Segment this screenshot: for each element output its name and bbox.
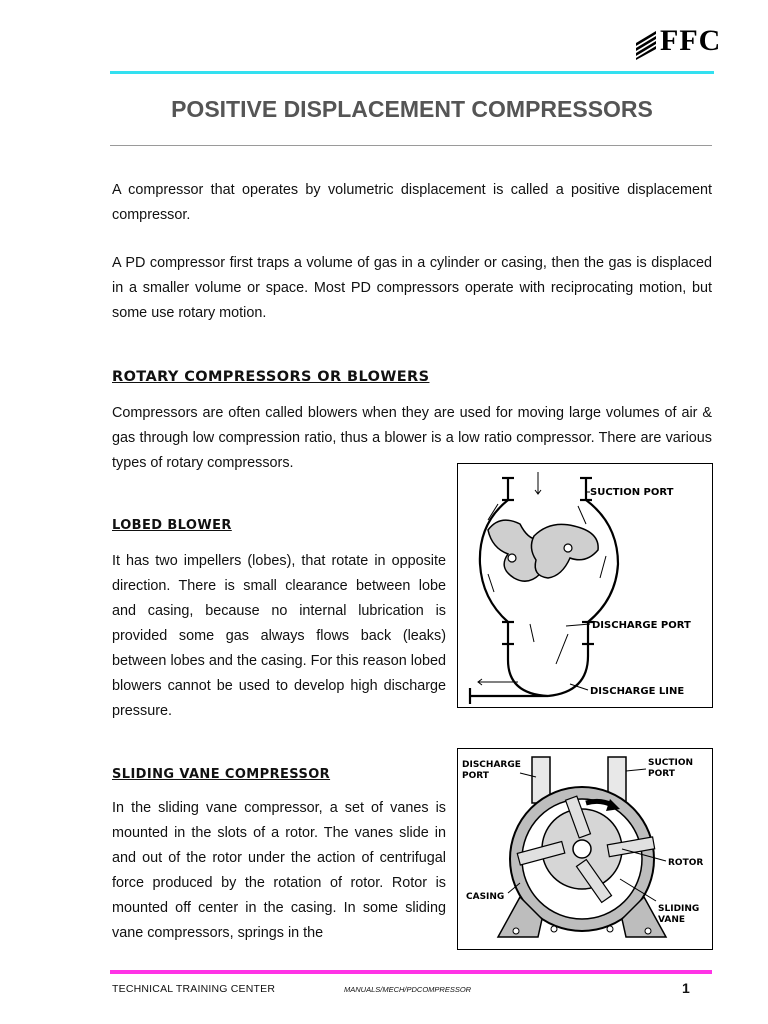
discharge-line-label: DISCHARGE LINE xyxy=(590,686,685,697)
rotary-heading: ROTARY COMPRESSORS OR BLOWERS xyxy=(112,369,430,385)
sliding-vane-diagram xyxy=(457,748,713,950)
footer-rule xyxy=(110,970,712,974)
discharge-port-label-2: PORT xyxy=(462,771,489,781)
intro-paragraph-2: A PD compressor first traps a volume of gas in a cylinder or casing, then the gas is displaced in a smaller volume or space. Most PD compressors operate with reciprocating motion, but some use rotary motion. xyxy=(112,255,712,321)
footer-org: TECHNICAL TRAINING CENTER xyxy=(112,983,276,995)
suction-port-label-2: PORT xyxy=(648,769,675,779)
lobed-blower-diagram xyxy=(457,463,713,708)
rotor-label: ROTOR xyxy=(668,858,704,868)
suction-label: SUCTION xyxy=(648,758,694,768)
rotary-paragraph: Compressors are often called blowers when they are used for moving large volumes of air & gas through low compression ratio, thus a blower is a low ratio compressor. There are various types of rotary compressors. xyxy=(112,405,712,471)
discharge-label: DISCHARGE xyxy=(462,760,521,770)
logo-text: FFC xyxy=(660,24,722,57)
discharge-port-label: DISCHARGE PORT xyxy=(592,620,691,631)
page-title: POSITIVE DISPLACEMENT COMPRESSORS xyxy=(171,96,653,122)
lobed-paragraph: It has two impellers (lobes), that rotate in opposite direction. There is small clearance between lobe and casing, because no internal lubrication is provided some gas always flows back (leaks) between lobes and the casing. For this reason lobed blowers cannot be used to develop high discharge pressure. xyxy=(112,553,446,719)
vane-heading: SLIDING VANE COMPRESSOR xyxy=(112,767,331,782)
lobed-heading: LOBED BLOWER xyxy=(112,518,232,533)
header-rule xyxy=(110,71,714,74)
intro-paragraph-1: A compressor that operates by volumetric displacement is called a positive displacement compressor. xyxy=(112,182,712,223)
title-rule xyxy=(110,145,712,146)
sliding-label: SLIDING xyxy=(658,904,700,914)
vane-paragraph: In the sliding vane compressor, a set of vanes is mounted in the slots of a rotor. The vanes slide in and out of the rotor under the action of centrifugal force produced by the rotation of rotor. Rotor is mounted off center in the casing. In some sliding vane compressors, springs in the xyxy=(112,800,446,941)
suction-port-label: SUCTION PORT xyxy=(590,487,674,498)
footer-doc-path: MANUALS/MECH/PDCOMPRESSOR xyxy=(344,985,472,994)
page-number: 1 xyxy=(682,980,690,996)
casing-label: CASING xyxy=(466,892,505,902)
vane-label: VANE xyxy=(658,915,685,925)
